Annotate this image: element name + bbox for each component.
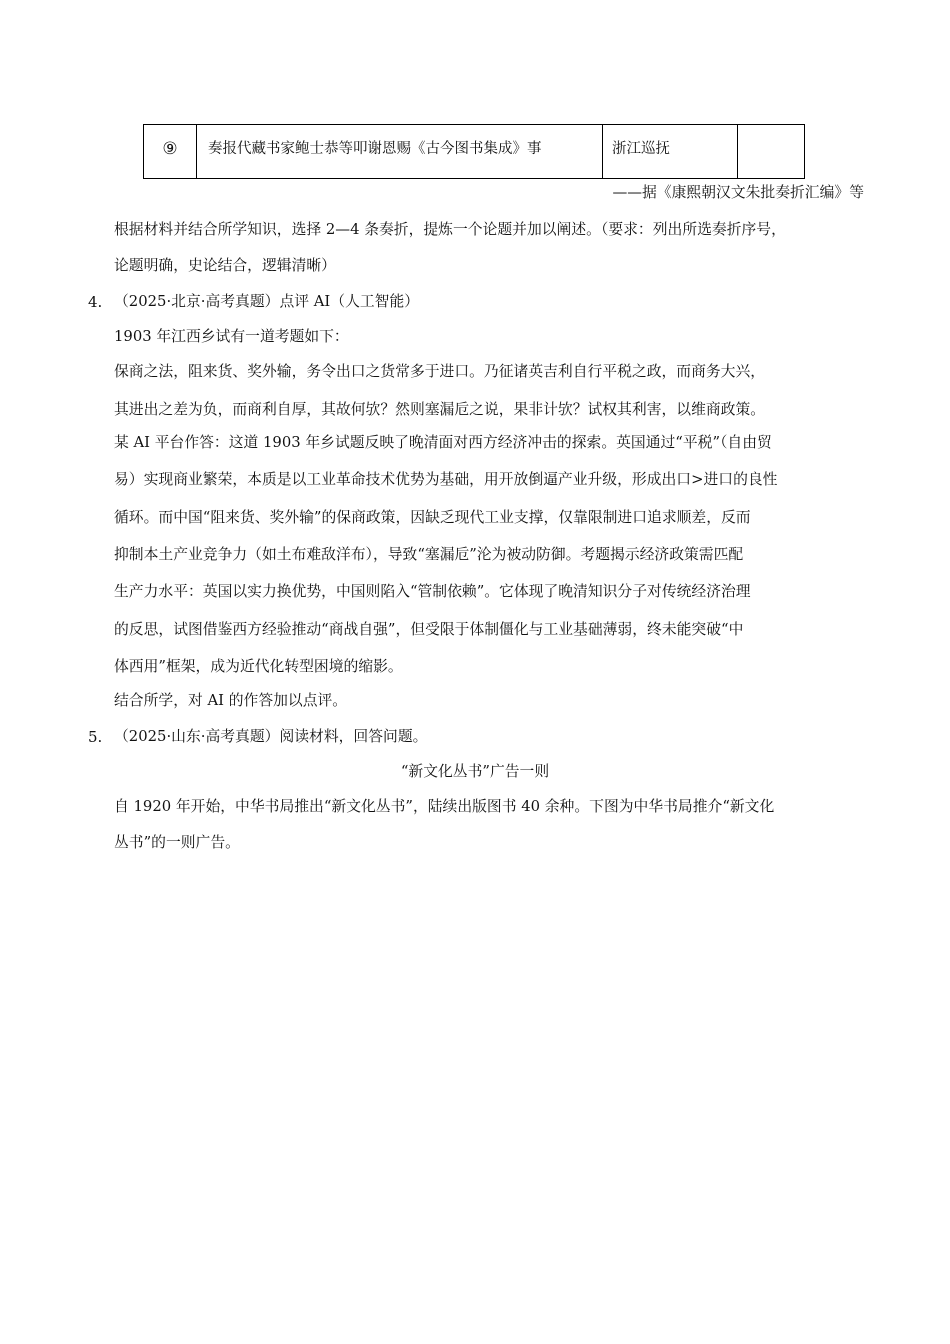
ai-answer-line: 循环。而中国“阻来货、奖外输”的保商政策，因缺乏现代工业支撑，仅靠限制进口追求顺差，反而	[114, 509, 751, 526]
ai-answer-line: 易）实现商业繁荣，本质是以工业革命技术优势为基础，用开放倒逼产业升级，形成出口>进口的良性	[114, 471, 778, 488]
row-official: 浙江巡抚	[603, 125, 738, 178]
row-index: ⑨	[144, 125, 197, 178]
ai-answer-line: 某 AI 平台作答：这道 1903 年乡试题反映了晚清面对西方经济冲击的探索。英国通过“平税”（自由贸	[114, 434, 772, 451]
row-content: 奏报代藏书家鲍士恭等叩谢恩赐《古今图书集成》事	[197, 125, 603, 178]
material-title: “新文化丛书”广告一则	[400, 763, 550, 780]
task-text: 结合所学，对 AI 的作答加以点评。	[114, 692, 348, 709]
exam-text-line: 保商之法，阻来货、奖外输，务令出口之货常多于进口。乃征诸英吉利自行平税之政，而商务大兴，	[114, 363, 766, 380]
question-header: （2025·山东·高考真题）阅读材料，回答问题。	[114, 728, 428, 745]
question-number: 5.	[88, 728, 103, 746]
ai-answer-line: 体西用”框架，成为近代化转型困境的缩影。	[114, 658, 403, 675]
ai-answer-line: 的反思，试图借鉴西方经验推动“商战自强”，但受限于体制僵化与工业基础薄弱，终未能突破“中	[114, 621, 744, 638]
source-note: ——据《康熙朝汉文朱批奏折汇编》等	[612, 184, 864, 201]
q3-instruction-line: 论题明确，史论结合，逻辑清晰）	[114, 257, 336, 274]
question-header: （2025·北京·高考真题）点评 AI（人工智能）	[114, 293, 420, 310]
ai-answer-line: 生产力水平：英国以实力换优势，中国则陷入“管制依赖”。它体现了晚清知识分子对传统经济治理	[114, 583, 751, 600]
memorial-table-row	[143, 124, 805, 179]
material-body-line: 丛书”的一则广告。	[114, 834, 240, 851]
q3-instruction-line: 根据材料并结合所学知识，选择 2—4 条奏折，提炼一个论题并加以阐述。（要求：列出所选奏折序号，	[114, 221, 786, 238]
question-number: 4.	[88, 293, 103, 311]
intro-text: 1903 年江西乡试有一道考题如下：	[114, 328, 349, 345]
row-empty-cell	[738, 125, 804, 178]
material-body-line: 自 1920 年开始，中华书局推出“新文化丛书”，陆续出版图书 40 余种。下图为中华书局推介“新文化	[114, 798, 775, 815]
ai-answer-line: 抑制本土产业竞争力（如土布难敌洋布），导致“塞漏卮”沦为被动防御。考题揭示经济政策需匹配	[114, 546, 744, 563]
exam-text-line: 其进出之差为负，而商利自厚，其故何欤？然则塞漏卮之说，果非计欤？试权其利害，以维商政策。	[114, 401, 766, 418]
